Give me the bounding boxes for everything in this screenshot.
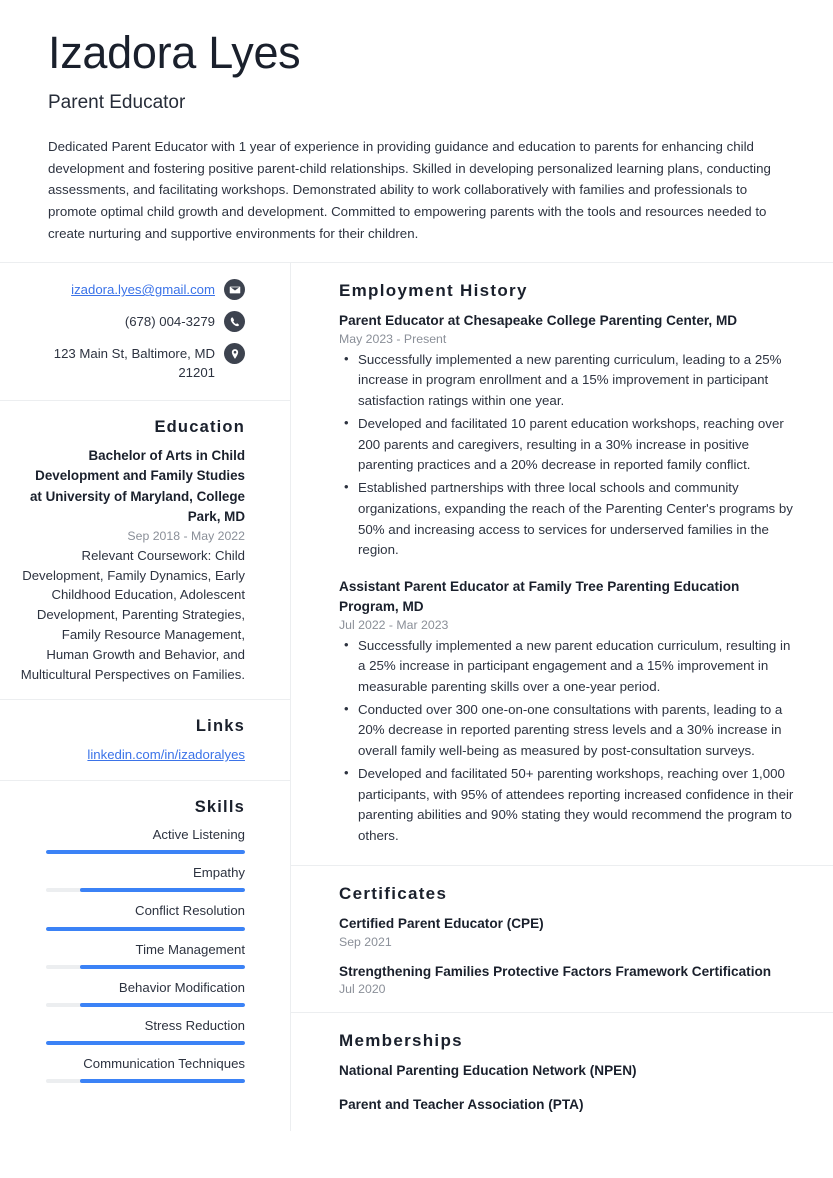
contact-row-phone[interactable] (20, 311, 245, 332)
skill-item (20, 979, 245, 1007)
location-pin-icon (224, 343, 245, 364)
link-item-linkedin[interactable]: linkedin.com/in/izadoralyes (87, 747, 245, 763)
job-bullet: • Conducted over 300 one-on-one consultations with parents, leading to a 20% decrease in reported parenting stress levels and a 30% increase in overall family well-being as measured by post-consultation surveys. (358, 700, 797, 762)
job-bullet: • Established partnerships with three local schools and community organizations, expanding the reach of the Parenting Center's programs by 50% and increasing access to services for underserved families in the region. (358, 478, 797, 561)
skill-level-bar (46, 927, 245, 931)
certificate-title: Certified Parent Educator (CPE) (339, 915, 544, 931)
skill-name: Active Listening (152, 827, 245, 843)
address-value: 123 Main St, Baltimore, MD 21201 (53, 346, 215, 381)
skill-level-fill (80, 1003, 245, 1007)
certificate-entry (339, 962, 797, 997)
employment-history-heading: Employment History (339, 281, 528, 301)
jobs-list (339, 311, 797, 847)
education-date: Sep 2018 - May 2022 (127, 528, 245, 543)
certificates-heading: Certificates (339, 883, 448, 903)
certificate-date: Sep 2021 (339, 934, 392, 949)
contact-row-address (20, 343, 245, 382)
job-bullet: • Developed and facilitated 50+ parenting workshops, reaching over 1,000 participants, with 95% of attendees reporting increased confidence in their parenting abilities and 90% stating they would recommend the program to others. (358, 764, 797, 847)
contact-row-email[interactable] (20, 279, 245, 300)
resume-header (0, 0, 833, 262)
skill-name: Empathy (192, 865, 245, 881)
membership-item: Parent and Teacher Association (PTA) (339, 1096, 584, 1112)
links-section (0, 700, 290, 781)
certificate-title: Strengthening Families Protective Factors Framework Certification (339, 963, 772, 979)
job-bullet: • Successfully implemented a new parenting curriculum, leading to a 25% increase in program enrollment and a 15% improvement in participant satisfaction ratings within one year. (358, 350, 797, 412)
email-value[interactable]: izadora.lyes@gmail.com (71, 282, 215, 298)
job-role: Parent Educator at Chesapeake College Parenting Center, MD (339, 313, 738, 329)
contact-section (0, 263, 290, 401)
job-bullet-list (339, 350, 797, 561)
skill-name: Communication Techniques (83, 1056, 245, 1072)
skill-level-fill (80, 1079, 245, 1083)
skill-level-bar (46, 850, 245, 854)
certificates-section (291, 866, 833, 1013)
skill-item (20, 941, 245, 969)
job-entry (339, 311, 797, 561)
skill-name: Stress Reduction (144, 1017, 245, 1033)
skill-level-fill (80, 888, 245, 892)
skills-heading: Skills (194, 798, 245, 817)
memberships-list (339, 1061, 797, 1114)
candidate-name: Izadora Lyes (48, 27, 301, 78)
skill-level-bar (46, 1003, 245, 1007)
links-list (20, 745, 245, 765)
job-role: Assistant Parent Educator at Family Tree Parenting Education Program, MD (339, 579, 740, 614)
skill-item (20, 902, 245, 930)
education-section (0, 401, 290, 700)
job-bullet: • Developed and facilitated 10 parent education workshops, reaching over 200 parents and caregivers, resulting in a 30% increase in positive parenting practices and a 20% decrease in reported family conflict. (358, 414, 797, 476)
phone-value: (678) 004-3279 (124, 314, 215, 330)
education-heading: Education (154, 418, 245, 437)
candidate-job-title: Parent Educator (48, 92, 186, 114)
skill-item (20, 864, 245, 892)
job-bullet-list (339, 636, 797, 847)
memberships-heading: Memberships (339, 1031, 463, 1051)
skill-name: Behavior Modification (118, 979, 245, 995)
main-column (291, 263, 833, 1131)
education-description: Relevant Coursework: Child Development, Family Dynamics, Early Childhood Education, Adolescent Development, Parenting Strategies, Family Resource Management, Human Growth and Behavior, and Multicultural Perspectives on Families. (20, 547, 245, 682)
skill-name: Conflict Resolution (135, 903, 245, 919)
job-date: May 2023 - Present (339, 331, 447, 346)
education-degree: Bachelor of Arts in Child Development and Family Studies at University of Maryland, College Park, MD (29, 448, 245, 524)
skill-name: Time Management (135, 941, 245, 957)
membership-item: National Parenting Education Network (NPEN) (339, 1063, 637, 1079)
skill-level-bar (46, 1079, 245, 1083)
job-date: Jul 2022 - Mar 2023 (339, 617, 449, 632)
certificate-entry (339, 914, 797, 949)
skill-level-bar (46, 888, 245, 892)
envelope-icon (224, 279, 245, 300)
certificates-list (339, 914, 797, 996)
skill-item (20, 1055, 245, 1083)
employment-history-section (291, 263, 833, 866)
memberships-section (291, 1013, 833, 1130)
resume-body (0, 263, 833, 1131)
skill-level-bar (46, 1041, 245, 1045)
job-bullet: • Successfully implemented a new parent education curriculum, resulting in a 25% increase in participant engagement and a 15% improvement in measurable parenting skills over a one-year period. (358, 636, 797, 698)
job-entry (339, 577, 797, 847)
skill-level-fill (46, 850, 245, 854)
skill-level-fill (46, 927, 245, 931)
professional-summary: Dedicated Parent Educator with 1 year of experience in providing guidance and education to parents for enhancing child development and fostering positive parent-child relationships. Skilled in developing personalized learning plans, conducting assessments, and facilitating workshops. Demonstrated ability to work collaboratively with families and professionals to promote optimal child growth and development. Committed to empowering parents with the tools and resources needed to create nurturing and supportive environments for their children. (48, 139, 771, 241)
links-heading: Links (195, 717, 245, 736)
sidebar-column (0, 263, 291, 1131)
skill-item (20, 826, 245, 854)
skills-section (0, 781, 290, 1098)
skill-level-bar (46, 965, 245, 969)
skills-list (20, 826, 245, 1083)
skill-item (20, 1017, 245, 1045)
certificate-date: Jul 2020 (339, 982, 386, 997)
skill-level-fill (80, 965, 245, 969)
skill-level-fill (46, 1041, 245, 1045)
phone-icon (224, 311, 245, 332)
